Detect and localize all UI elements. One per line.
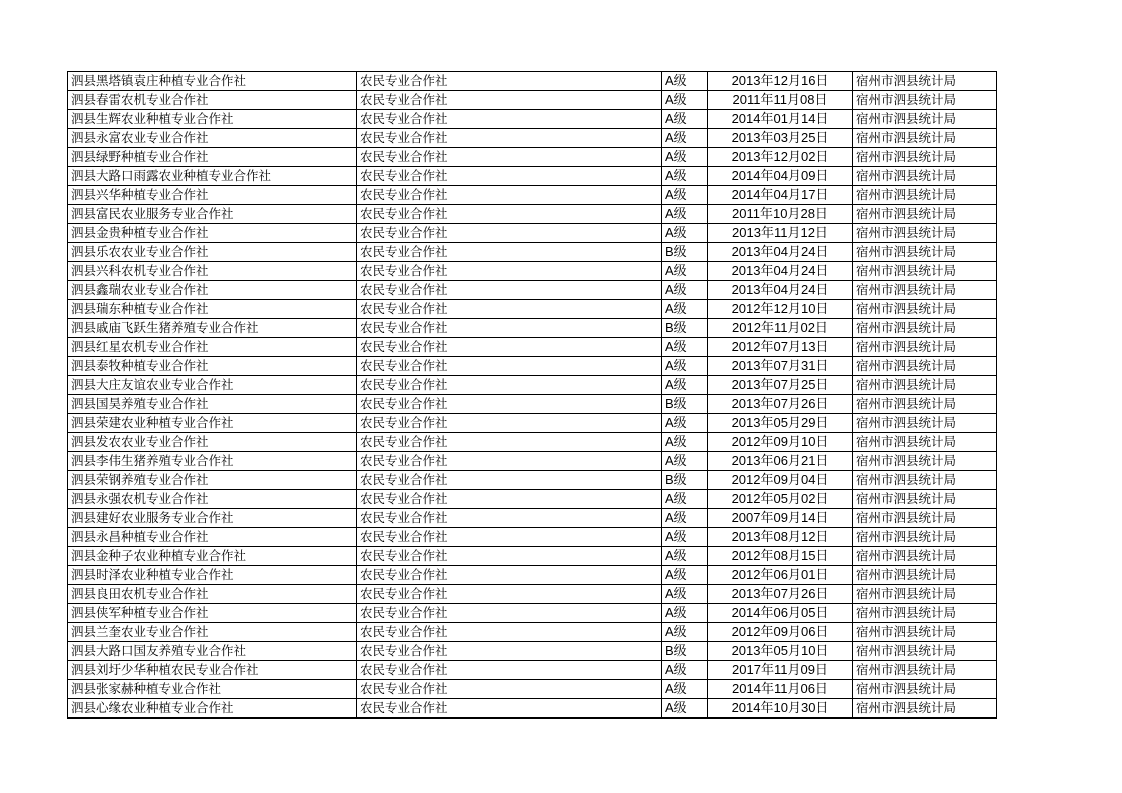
- cell-grade[interactable]: A级: [662, 186, 708, 205]
- table-row: [68, 547, 997, 566]
- cell-issuing-office[interactable]: 宿州市泗县统计局: [853, 642, 997, 661]
- table-row: [68, 376, 997, 395]
- cell-issuing-office[interactable]: 宿州市泗县统计局: [853, 661, 997, 680]
- cell-grade[interactable]: A级: [662, 414, 708, 433]
- table-body: [68, 72, 997, 719]
- table-row: [68, 148, 997, 167]
- table-row: [68, 623, 997, 642]
- cell-grade[interactable]: A级: [662, 699, 708, 719]
- cell-date[interactable]: 2014年04月17日: [708, 186, 853, 205]
- table-row: [68, 72, 997, 91]
- cell-organization-type[interactable]: 农民专业合作社: [357, 243, 662, 262]
- cell-grade[interactable]: A级: [662, 262, 708, 281]
- cell-grade[interactable]: A级: [662, 376, 708, 395]
- cell-date[interactable]: 2012年12月10日: [708, 300, 853, 319]
- cell-grade[interactable]: B级: [662, 471, 708, 490]
- cell-grade[interactable]: B级: [662, 319, 708, 338]
- cell-grade[interactable]: A级: [662, 528, 708, 547]
- cell-grade[interactable]: A级: [662, 281, 708, 300]
- cell-cooperative-name[interactable]: 泗县鑫瑞农业专业合作社: [68, 281, 357, 300]
- table-row: [68, 319, 997, 338]
- table-row: [68, 699, 997, 719]
- table-row: [68, 281, 997, 300]
- cell-organization-type[interactable]: 农民专业合作社: [357, 509, 662, 528]
- cell-date[interactable]: 2013年07月26日: [708, 395, 853, 414]
- cell-grade[interactable]: A级: [662, 91, 708, 110]
- cell-organization-type[interactable]: 农民专业合作社: [357, 547, 662, 566]
- cell-grade[interactable]: A级: [662, 566, 708, 585]
- cell-date[interactable]: 2014年11月06日: [708, 680, 853, 699]
- cell-grade[interactable]: A级: [662, 433, 708, 452]
- cell-organization-type[interactable]: 农民专业合作社: [357, 661, 662, 680]
- cell-date[interactable]: 2013年03月25日: [708, 129, 853, 148]
- cell-date[interactable]: 2013年07月31日: [708, 357, 853, 376]
- cell-cooperative-name[interactable]: 泗县绿野种植专业合作社: [68, 148, 357, 167]
- cell-grade[interactable]: A级: [662, 72, 708, 91]
- cell-cooperative-name[interactable]: 泗县李伟生猪养殖专业合作社: [68, 452, 357, 471]
- cell-cooperative-name[interactable]: 泗县兰奎农业专业合作社: [68, 623, 357, 642]
- cell-issuing-office[interactable]: 宿州市泗县统计局: [853, 547, 997, 566]
- cell-issuing-office[interactable]: 宿州市泗县统计局: [853, 72, 997, 91]
- cell-cooperative-name[interactable]: 泗县荣建农业种植专业合作社: [68, 414, 357, 433]
- cell-issuing-office[interactable]: 宿州市泗县统计局: [853, 490, 997, 509]
- table-row: [68, 167, 997, 186]
- cell-organization-type[interactable]: 农民专业合作社: [357, 205, 662, 224]
- cell-cooperative-name[interactable]: 泗县时泽农业种植专业合作社: [68, 566, 357, 585]
- table-row: [68, 129, 997, 148]
- cell-date[interactable]: 2012年09月10日: [708, 433, 853, 452]
- cell-cooperative-name[interactable]: 泗县黑塔镇袁庄种植专业合作社: [68, 72, 357, 91]
- cell-cooperative-name[interactable]: 泗县大庄友谊农业专业合作社: [68, 376, 357, 395]
- table-row: [68, 262, 997, 281]
- cell-date[interactable]: 2014年06月05日: [708, 604, 853, 623]
- cell-grade[interactable]: A级: [662, 357, 708, 376]
- cell-cooperative-name[interactable]: 泗县兴科农机专业合作社: [68, 262, 357, 281]
- cell-grade[interactable]: B级: [662, 642, 708, 661]
- cell-organization-type[interactable]: 农民专业合作社: [357, 395, 662, 414]
- cell-cooperative-name[interactable]: 泗县国昊养殖专业合作社: [68, 395, 357, 414]
- cell-date[interactable]: 2013年04月24日: [708, 243, 853, 262]
- cell-date[interactable]: 2017年11月09日: [708, 661, 853, 680]
- cell-organization-type[interactable]: 农民专业合作社: [357, 528, 662, 547]
- cell-issuing-office[interactable]: 宿州市泗县统计局: [853, 357, 997, 376]
- cell-cooperative-name[interactable]: 泗县富民农业服务专业合作社: [68, 205, 357, 224]
- cell-grade[interactable]: A级: [662, 623, 708, 642]
- cell-cooperative-name[interactable]: 泗县发农农业专业合作社: [68, 433, 357, 452]
- cell-issuing-office[interactable]: 宿州市泗县统计局: [853, 243, 997, 262]
- cell-date[interactable]: 2014年01月14日: [708, 110, 853, 129]
- cell-date[interactable]: 2013年11月12日: [708, 224, 853, 243]
- cell-organization-type[interactable]: 农民专业合作社: [357, 376, 662, 395]
- cell-organization-type[interactable]: 农民专业合作社: [357, 186, 662, 205]
- cell-organization-type[interactable]: 农民专业合作社: [357, 566, 662, 585]
- cell-grade[interactable]: A级: [662, 585, 708, 604]
- cell-cooperative-name[interactable]: 泗县建好农业服务专业合作社: [68, 509, 357, 528]
- cell-grade[interactable]: A级: [662, 547, 708, 566]
- cell-date[interactable]: 2013年12月16日: [708, 72, 853, 91]
- cell-date[interactable]: 2013年06月21日: [708, 452, 853, 471]
- cell-organization-type[interactable]: 农民专业合作社: [357, 699, 662, 719]
- cell-issuing-office[interactable]: 宿州市泗县统计局: [853, 262, 997, 281]
- cell-cooperative-name[interactable]: 泗县侠军种植专业合作社: [68, 604, 357, 623]
- table-row: [68, 509, 997, 528]
- cell-organization-type[interactable]: 农民专业合作社: [357, 604, 662, 623]
- table-row: [68, 205, 997, 224]
- table-row: [68, 528, 997, 547]
- cell-issuing-office[interactable]: 宿州市泗县统计局: [853, 604, 997, 623]
- cell-date[interactable]: 2013年08月12日: [708, 528, 853, 547]
- cooperative-table: [67, 71, 997, 719]
- cell-issuing-office[interactable]: 宿州市泗县统计局: [853, 129, 997, 148]
- cell-cooperative-name[interactable]: 泗县乐农农业专业合作社: [68, 243, 357, 262]
- cell-issuing-office[interactable]: 宿州市泗县统计局: [853, 680, 997, 699]
- cell-date[interactable]: 2013年04月24日: [708, 281, 853, 300]
- cell-cooperative-name[interactable]: 泗县春雷农机专业合作社: [68, 91, 357, 110]
- cell-organization-type[interactable]: 农民专业合作社: [357, 490, 662, 509]
- cell-date[interactable]: 2013年07月26日: [708, 585, 853, 604]
- cell-grade[interactable]: A级: [662, 110, 708, 129]
- cell-issuing-office[interactable]: 宿州市泗县统计局: [853, 509, 997, 528]
- cell-issuing-office[interactable]: 宿州市泗县统计局: [853, 433, 997, 452]
- cell-date[interactable]: 2012年11月02日: [708, 319, 853, 338]
- table-row: [68, 642, 997, 661]
- table-row: [68, 243, 997, 262]
- cell-issuing-office[interactable]: 宿州市泗县统计局: [853, 224, 997, 243]
- cell-issuing-office[interactable]: 宿州市泗县统计局: [853, 186, 997, 205]
- cell-cooperative-name[interactable]: 泗县刘圩少华种植农民专业合作社: [68, 661, 357, 680]
- cell-grade[interactable]: A级: [662, 490, 708, 509]
- cell-organization-type[interactable]: 农民专业合作社: [357, 433, 662, 452]
- cell-organization-type[interactable]: 农民专业合作社: [357, 167, 662, 186]
- cell-grade[interactable]: A级: [662, 604, 708, 623]
- cell-cooperative-name[interactable]: 泗县瑞东种植专业合作社: [68, 300, 357, 319]
- cell-cooperative-name[interactable]: 泗县兴华种植专业合作社: [68, 186, 357, 205]
- cell-issuing-office[interactable]: 宿州市泗县统计局: [853, 585, 997, 604]
- cell-grade[interactable]: A级: [662, 338, 708, 357]
- cell-grade[interactable]: A级: [662, 509, 708, 528]
- cell-issuing-office[interactable]: 宿州市泗县统计局: [853, 148, 997, 167]
- cell-organization-type[interactable]: 农民专业合作社: [357, 281, 662, 300]
- cell-issuing-office[interactable]: 宿州市泗县统计局: [853, 414, 997, 433]
- cell-issuing-office[interactable]: 宿州市泗县统计局: [853, 110, 997, 129]
- table-row: [68, 395, 997, 414]
- cell-organization-type[interactable]: 农民专业合作社: [357, 471, 662, 490]
- cell-grade[interactable]: A级: [662, 300, 708, 319]
- table-row: [68, 186, 997, 205]
- cell-cooperative-name[interactable]: 泗县永昌种植专业合作社: [68, 528, 357, 547]
- cell-organization-type[interactable]: 农民专业合作社: [357, 224, 662, 243]
- cell-organization-type[interactable]: 农民专业合作社: [357, 680, 662, 699]
- cell-organization-type[interactable]: 农民专业合作社: [357, 414, 662, 433]
- cell-issuing-office[interactable]: 宿州市泗县统计局: [853, 699, 997, 719]
- cell-issuing-office[interactable]: 宿州市泗县统计局: [853, 566, 997, 585]
- cell-organization-type[interactable]: 农民专业合作社: [357, 148, 662, 167]
- table-row: [68, 585, 997, 604]
- table-row: [68, 433, 997, 452]
- cell-organization-type[interactable]: 农民专业合作社: [357, 623, 662, 642]
- cell-issuing-office[interactable]: 宿州市泗县统计局: [853, 528, 997, 547]
- cell-cooperative-name[interactable]: 泗县金种子农业种植专业合作社: [68, 547, 357, 566]
- table-row: [68, 224, 997, 243]
- cell-issuing-office[interactable]: 宿州市泗县统计局: [853, 452, 997, 471]
- cell-cooperative-name[interactable]: 泗县永强农机专业合作社: [68, 490, 357, 509]
- cell-grade[interactable]: A级: [662, 129, 708, 148]
- cell-cooperative-name[interactable]: 泗县红星农机专业合作社: [68, 338, 357, 357]
- cell-cooperative-name[interactable]: 泗县泰牧种植专业合作社: [68, 357, 357, 376]
- cell-cooperative-name[interactable]: 泗县张家赫种植专业合作社: [68, 680, 357, 699]
- cell-cooperative-name[interactable]: 泗县金贵种植专业合作社: [68, 224, 357, 243]
- cell-cooperative-name[interactable]: 泗县永富农业专业合作社: [68, 129, 357, 148]
- table-row: [68, 490, 997, 509]
- cell-date[interactable]: 2007年09月14日: [708, 509, 853, 528]
- cell-grade[interactable]: A级: [662, 661, 708, 680]
- cell-grade[interactable]: A级: [662, 224, 708, 243]
- cell-organization-type[interactable]: 农民专业合作社: [357, 642, 662, 661]
- cell-issuing-office[interactable]: 宿州市泗县统计局: [853, 376, 997, 395]
- cell-cooperative-name[interactable]: 泗县大路口国友养殖专业合作社: [68, 642, 357, 661]
- cell-date[interactable]: 2013年12月02日: [708, 148, 853, 167]
- cell-date[interactable]: 2014年10月30日: [708, 699, 853, 719]
- cell-date[interactable]: 2012年09月06日: [708, 623, 853, 642]
- cell-grade[interactable]: A级: [662, 205, 708, 224]
- table-row: [68, 414, 997, 433]
- cell-organization-type[interactable]: 农民专业合作社: [357, 338, 662, 357]
- cell-organization-type[interactable]: 农民专业合作社: [357, 319, 662, 338]
- cell-date[interactable]: 2011年11月08日: [708, 91, 853, 110]
- cell-organization-type[interactable]: 农民专业合作社: [357, 129, 662, 148]
- table-row: [68, 661, 997, 680]
- cell-issuing-office[interactable]: 宿州市泗县统计局: [853, 319, 997, 338]
- cell-issuing-office[interactable]: 宿州市泗县统计局: [853, 623, 997, 642]
- table-row: [68, 357, 997, 376]
- cell-organization-type[interactable]: 农民专业合作社: [357, 452, 662, 471]
- cell-grade[interactable]: A级: [662, 680, 708, 699]
- cell-date[interactable]: 2013年07月25日: [708, 376, 853, 395]
- cell-organization-type[interactable]: 农民专业合作社: [357, 357, 662, 376]
- table-row: [68, 300, 997, 319]
- cell-issuing-office[interactable]: 宿州市泗县统计局: [853, 395, 997, 414]
- cell-date[interactable]: 2012年05月02日: [708, 490, 853, 509]
- cell-organization-type[interactable]: 农民专业合作社: [357, 72, 662, 91]
- table-row: [68, 110, 997, 129]
- cell-organization-type[interactable]: 农民专业合作社: [357, 91, 662, 110]
- cell-date[interactable]: 2013年05月29日: [708, 414, 853, 433]
- cell-cooperative-name[interactable]: 泗县荣钢养殖专业合作社: [68, 471, 357, 490]
- cell-grade[interactable]: B级: [662, 395, 708, 414]
- table-row: [68, 566, 997, 585]
- cell-organization-type[interactable]: 农民专业合作社: [357, 262, 662, 281]
- cell-date[interactable]: 2012年08月15日: [708, 547, 853, 566]
- cell-date[interactable]: 2011年10月28日: [708, 205, 853, 224]
- cell-issuing-office[interactable]: 宿州市泗县统计局: [853, 338, 997, 357]
- cell-issuing-office[interactable]: 宿州市泗县统计局: [853, 300, 997, 319]
- cell-cooperative-name[interactable]: 泗县戚庙飞跃生猪养殖专业合作社: [68, 319, 357, 338]
- cell-cooperative-name[interactable]: 泗县大路口雨露农业种植专业合作社: [68, 167, 357, 186]
- cell-cooperative-name[interactable]: 泗县生辉农业种植专业合作社: [68, 110, 357, 129]
- cell-date[interactable]: 2013年05月10日: [708, 642, 853, 661]
- table-row: [68, 471, 997, 490]
- cell-grade[interactable]: B级: [662, 243, 708, 262]
- table-row: [68, 604, 997, 623]
- cell-cooperative-name[interactable]: 泗县心缘农业种植专业合作社: [68, 699, 357, 719]
- cell-issuing-office[interactable]: 宿州市泗县统计局: [853, 205, 997, 224]
- cell-grade[interactable]: A级: [662, 167, 708, 186]
- cell-date[interactable]: 2012年06月01日: [708, 566, 853, 585]
- cell-issuing-office[interactable]: 宿州市泗县统计局: [853, 281, 997, 300]
- table-row: [68, 680, 997, 699]
- cell-date[interactable]: 2014年04月09日: [708, 167, 853, 186]
- cell-grade[interactable]: A级: [662, 452, 708, 471]
- table-row: [68, 452, 997, 471]
- cell-organization-type[interactable]: 农民专业合作社: [357, 300, 662, 319]
- cell-date[interactable]: 2012年07月13日: [708, 338, 853, 357]
- cell-grade[interactable]: A级: [662, 148, 708, 167]
- table-row: [68, 91, 997, 110]
- cell-cooperative-name[interactable]: 泗县良田农机专业合作社: [68, 585, 357, 604]
- cell-organization-type[interactable]: 农民专业合作社: [357, 585, 662, 604]
- cell-issuing-office[interactable]: 宿州市泗县统计局: [853, 167, 997, 186]
- table-row: [68, 338, 997, 357]
- cell-date[interactable]: 2012年09月04日: [708, 471, 853, 490]
- cell-date[interactable]: 2013年04月24日: [708, 262, 853, 281]
- cell-organization-type[interactable]: 农民专业合作社: [357, 110, 662, 129]
- cell-issuing-office[interactable]: 宿州市泗县统计局: [853, 471, 997, 490]
- cell-issuing-office[interactable]: 宿州市泗县统计局: [853, 91, 997, 110]
